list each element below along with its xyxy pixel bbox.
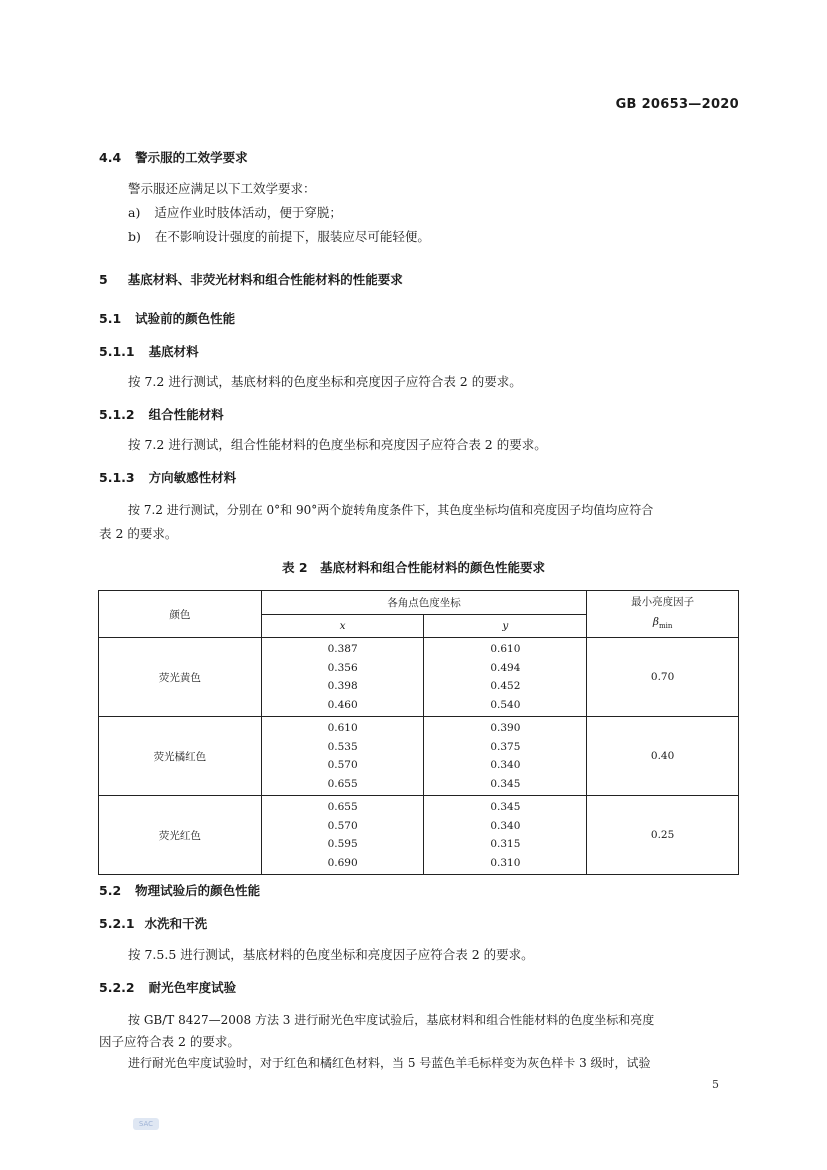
section-title: 试验前的颜色性能: [135, 311, 236, 326]
section-number: 5.2.1: [99, 916, 135, 931]
header-min-factor-label: 最小亮度因子: [631, 595, 695, 608]
section-5-2-2-heading: [99, 978, 236, 996]
header-color: 颜色: [99, 591, 262, 638]
x-coords-cell: 0.610 0.535 0.570 0.655: [261, 717, 424, 796]
page-number: 5: [712, 1078, 719, 1091]
color-cell: 荧光红色: [99, 796, 262, 875]
section-4-4-intro: 警示服还应满足以下工效学要求：: [128, 181, 316, 196]
section-5-1-1-heading: [99, 342, 199, 360]
section-number: 5.2.2: [99, 980, 135, 995]
section-5-2-2-text-line1: 按 GB/T 8427—2008 方法 3 进行耐光色牢度试验后，基底材料和组合性能材料的色度坐标和亮度: [128, 1013, 655, 1027]
section-5-2-1-heading: [99, 914, 207, 932]
x-coords-cell: 0.655 0.570 0.595 0.690: [261, 796, 424, 875]
list-text: 在不影响设计强度的前提下，服装应尽可能轻便。: [154, 229, 430, 244]
section-5-1-2-heading: [99, 405, 224, 423]
section-4-4-heading: [99, 148, 248, 166]
standard-code: GB 20653—2020: [615, 97, 739, 112]
section-title: 基底材料: [148, 344, 199, 359]
section-number: 5.1.2: [99, 407, 135, 422]
table-row: [99, 638, 739, 717]
section-number: 4.4: [99, 150, 122, 165]
section-5-1-3-text-line1: 按 7.2 进行测试，分别在 0°和 90°两个旋转角度条件下，其色度坐标均值和亮度因子均值均应符合: [128, 503, 654, 517]
section-5-1-3-text-line2: 表 2 的要求。: [99, 526, 178, 541]
beta-cell: 0.40: [587, 717, 739, 796]
section-5-2-1-text: 按 7.5.5 进行测试，基底材料的色度坐标和亮度因子应符合表 2 的要求。: [128, 947, 534, 962]
section-5-1-1-text: 按 7.2 进行测试，基底材料的色度坐标和亮度因子应符合表 2 的要求。: [128, 374, 522, 389]
list-marker: b): [128, 229, 141, 244]
section-number: 5.1: [99, 311, 122, 326]
section-title: 基底材料、非荧光材料和组合性能材料的性能要求: [127, 272, 403, 287]
section-5-1-3-heading: [99, 468, 236, 486]
beta-cell: 0.70: [587, 638, 739, 717]
section-number: 5: [99, 272, 108, 287]
header-coords: 各角点色度坐标: [261, 591, 587, 615]
section-title: 耐光色牢度试验: [148, 980, 237, 995]
section-5-2-heading: [99, 881, 260, 899]
section-number: 5.2: [99, 883, 122, 898]
color-cell: 荧光橘红色: [99, 717, 262, 796]
list-marker: a): [128, 205, 141, 220]
list-text: 适应作业时肢体活动，便于穿脱；: [154, 205, 342, 220]
section-5-2-2-text-line2: 因子应符合表 2 的要求。: [99, 1034, 240, 1049]
y-coords-cell: 0.610 0.494 0.452 0.540: [424, 638, 587, 717]
color-cell: 荧光黄色: [99, 638, 262, 717]
section-number: 5.1.1: [99, 344, 135, 359]
beta-cell: 0.25: [587, 796, 739, 875]
y-coords-cell: 0.390 0.375 0.340 0.345: [424, 717, 587, 796]
section-5-1-2-text: 按 7.2 进行测试，组合性能材料的色度坐标和亮度因子应符合表 2 的要求。: [128, 437, 547, 452]
section-title: 方向敏感性材料: [148, 470, 237, 485]
section-title: 警示服的工效学要求: [135, 150, 248, 165]
sac-logo-icon: SAC: [133, 1118, 159, 1130]
color-performance-table: [98, 590, 739, 875]
table-row: [99, 717, 739, 796]
section-title: 组合性能材料: [148, 407, 224, 422]
section-5-2-2-text-line3: 进行耐光色牢度试验时，对于红色和橘红色材料，当 5 号蓝色羊毛标样变为灰色样卡 3 级时，试验: [128, 1056, 651, 1070]
table-row: [99, 796, 739, 875]
header-min-factor: [587, 591, 739, 638]
x-coords-cell: 0.387 0.356 0.398 0.460: [261, 638, 424, 717]
header-beta-symbol: $\beta_{min}$: [652, 615, 673, 631]
section-5-heading: [99, 270, 403, 288]
list-item: [128, 201, 342, 225]
section-title: 水洗和干洗: [144, 916, 208, 931]
section-5-1-heading: [99, 309, 235, 327]
section-title: 物理试验后的颜色性能: [135, 883, 261, 898]
header-x: x: [261, 615, 424, 638]
list-item: [128, 225, 430, 249]
section-number: 5.1.3: [99, 470, 135, 485]
table-caption: 表 2 基底材料和组合性能材料的颜色性能要求: [281, 560, 546, 575]
y-coords-cell: 0.345 0.340 0.315 0.310: [424, 796, 587, 875]
header-y: y: [424, 615, 587, 638]
